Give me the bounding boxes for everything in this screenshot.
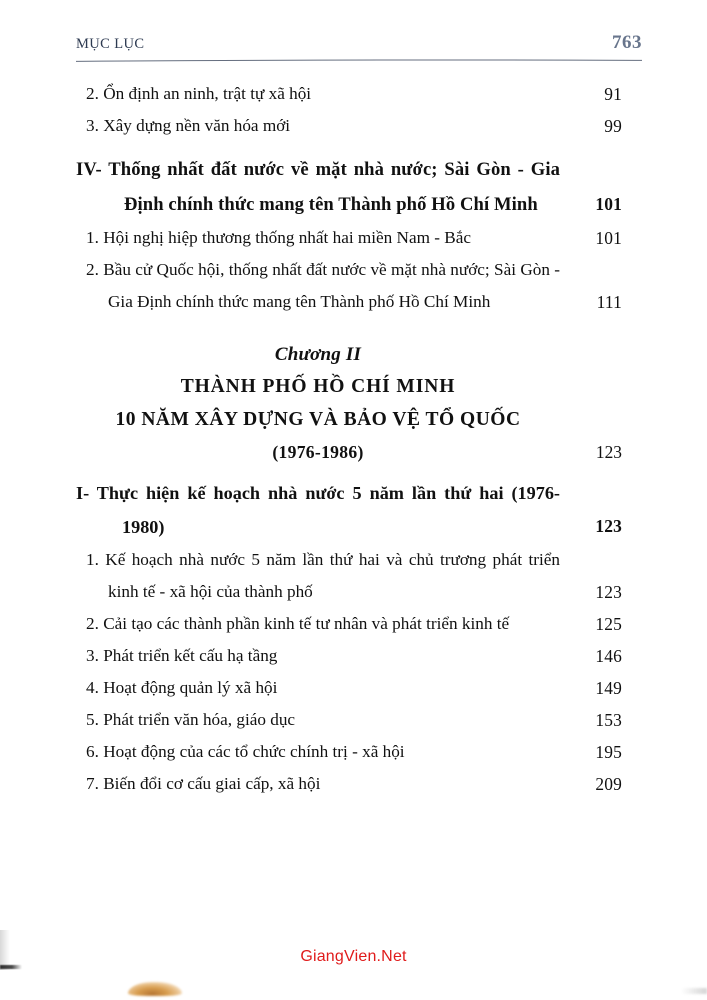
toc-entry-page: 123 [595, 516, 622, 536]
toc-entry[interactable] [76, 608, 622, 640]
toc-entry[interactable] [76, 544, 622, 608]
chapter-page: 123 [595, 442, 622, 462]
toc-entry-text: 5. Phát triển văn hóa, giáo dục [86, 710, 296, 729]
watermark [0, 948, 707, 966]
toc-entry-text: 2. Cải tạo các thành phần kinh tế tư nhân và phát triển kinh tế [86, 614, 510, 633]
scan-edge-shadow [0, 930, 10, 970]
toc-entry-page: 195 [595, 742, 622, 762]
toc-entry[interactable] [76, 768, 622, 800]
toc-entry-page: 146 [595, 646, 622, 666]
toc-entry-page: 91 [604, 84, 622, 104]
toc-entry-section[interactable] [76, 476, 622, 544]
toc-entry-text: 1. Hội nghị hiệp thương thống nhất hai miền Nam - Bắc [86, 228, 472, 247]
toc-entry-page: 149 [595, 678, 622, 698]
scan-blob-artifact [128, 982, 182, 996]
toc-entry-text: 4. Hoạt động quản lý xã hội [86, 678, 278, 697]
toc-entry-text: 2. Bầu cử Quốc hội, thống nhất đất nước về mặt nhà nước; Sài Gòn - Gia Định chính thức mang tên Thành phố Hồ Chí Minh [86, 260, 560, 311]
toc-entry-page: 209 [595, 774, 622, 794]
toc-entry-text: 1. Kế hoạch nhà nước 5 năm lần thứ hai và chủ trương phát triển kinh tế - xã hội của thành phố [86, 550, 560, 601]
toc-entry-page: 101 [595, 194, 622, 214]
toc-entry[interactable] [76, 222, 622, 254]
toc-entry[interactable] [76, 704, 622, 736]
scan-edge-mark [0, 965, 22, 969]
toc-entry-page: 101 [595, 228, 622, 248]
toc-entry-page: 123 [595, 582, 622, 602]
table-of-contents [76, 78, 622, 800]
toc-entry[interactable] [76, 78, 622, 110]
toc-entry-text: 3. Xây dựng nền văn hóa mới [86, 116, 291, 135]
toc-entry-section[interactable] [76, 152, 622, 222]
running-head-label: MỤC LỤC [76, 36, 145, 52]
toc-entry-text: 2. Ổn định an ninh, trật tự xã hội [86, 84, 312, 103]
chapter-years: (1976-1986) [272, 442, 364, 462]
header-rule [76, 59, 642, 62]
toc-entry-page: 125 [595, 614, 622, 634]
toc-entry-text: I- Thực hiện kế hoạch nhà nước 5 năm lần thứ hai (1976-1980) [76, 483, 560, 537]
toc-entry-page: 111 [596, 292, 622, 312]
toc-entry-text: 3. Phát triển kết cấu hạ tầng [86, 646, 278, 665]
toc-entry-text: 7. Biến đổi cơ cấu giai cấp, xã hội [86, 774, 321, 793]
running-head-folio: 763 [612, 32, 642, 53]
toc-entry-text: IV- Thống nhất đất nước về mặt nhà nước; Sài Gòn - Gia Định chính thức mang tên Thành phố Hồ Chí Minh [76, 159, 560, 215]
chapter-kicker: Chương II [274, 344, 362, 365]
toc-entry-page: 99 [604, 116, 622, 136]
scan-corner-artifact [681, 988, 707, 994]
toc-entry-text: 6. Hoạt động của các tổ chức chính trị - xã hội [86, 742, 405, 761]
chapter-title-line-1: THÀNH PHỐ HỒ CHÍ MINH [180, 376, 456, 397]
toc-entry[interactable] [76, 110, 622, 142]
toc-entry[interactable] [76, 736, 622, 768]
toc-entry[interactable] [76, 254, 622, 318]
running-head [76, 32, 642, 62]
chapter-title-line-2: 10 NĂM XÂY DỰNG VÀ BẢO VỆ TỔ QUỐC [115, 409, 521, 430]
toc-entry[interactable] [76, 672, 622, 704]
watermark-text: GiangVien.Net [300, 948, 407, 965]
toc-entry-page: 153 [595, 710, 622, 730]
spacer [76, 142, 622, 152]
toc-entry[interactable] [76, 640, 622, 672]
chapter-heading [76, 340, 622, 468]
